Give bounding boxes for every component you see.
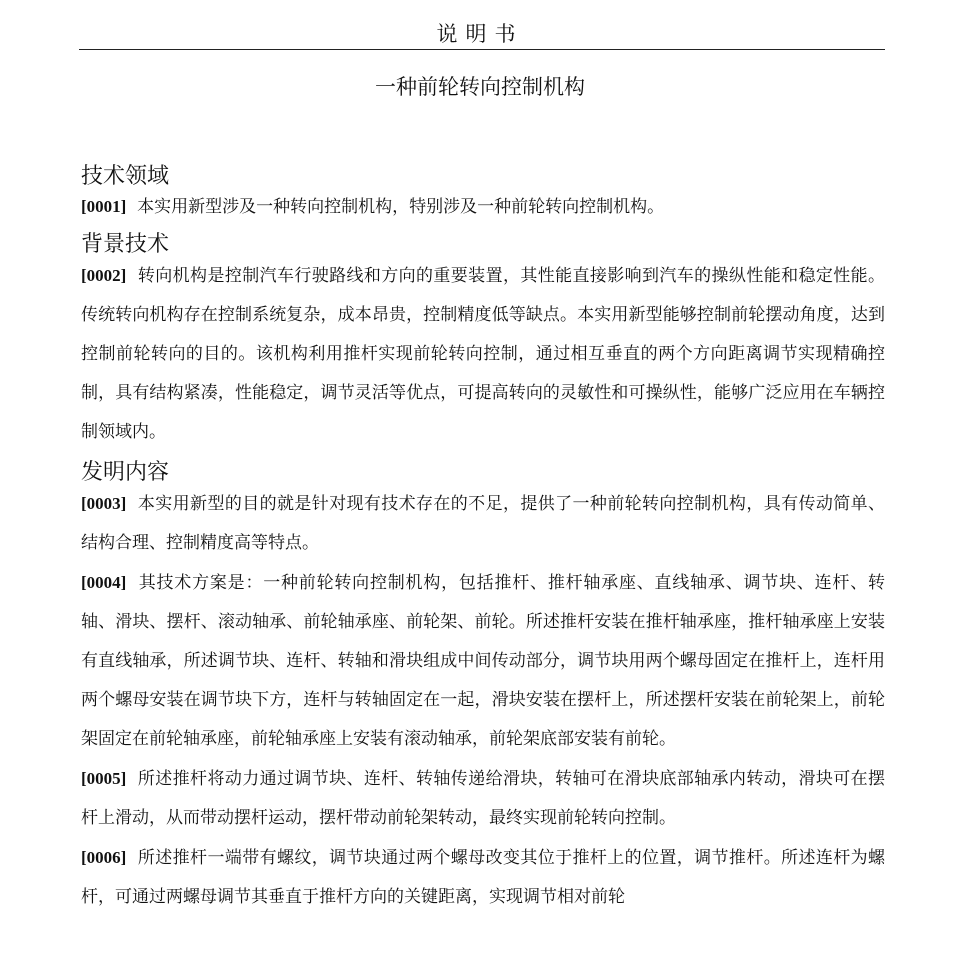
paragraph-number: [0004] <box>81 573 127 592</box>
paragraph-number: [0003] <box>81 494 127 513</box>
paragraph-text: 所述推杆一端带有螺纹，调节块通过两个螺母改变其位于推杆上的位置，调节推杆。所述连杆为螺杆，可通过两螺母调节其垂直于推杆方向的关键距离，实现调节相对前轮 <box>81 848 885 907</box>
paragraph-0004 <box>81 563 885 759</box>
paragraph-number: [0002] <box>81 266 127 285</box>
section-heading-background: 背景技术 <box>81 232 170 257</box>
document-body <box>81 162 885 917</box>
paragraph-number: [0001] <box>81 197 127 216</box>
paragraph-text: 其技术方案是：一种前轮转向控制机构，包括推杆、推杆轴承座、直线轴承、调节块、连杆、转轴、滑块、摆杆、滚动轴承、前轮轴承座、前轮架、前轮。所述推杆安装在推杆轴承座，推杆轴承座上安装有直线轴承，所述调节块、连杆、转轴和滑块组成中间传动部分，调节块用两个螺母固定在推杆上，连杆用两个螺母安装在调节块下方，连杆与转轴固定在一起，滑块安装在摆杆上，所述摆杆安装在前轮架上，前轮架固定在前轮轴承座，前轮轴承座上安装有滚动轴承，前轮架底部安装有前轮。 <box>81 573 886 749</box>
document-title: 一种前轮转向控制机构 <box>375 75 585 99</box>
header-divider <box>79 49 885 50</box>
paragraph-0001 <box>81 192 885 222</box>
section-heading-technical-field: 技术领域 <box>81 164 170 189</box>
paragraph-0002 <box>81 256 885 452</box>
section-heading-summary: 发明内容 <box>81 460 170 485</box>
paragraph-text: 本实用新型涉及一种转向控制机构，特别涉及一种前轮转向控制机构。 <box>137 197 665 217</box>
paragraph-0005 <box>81 759 885 838</box>
paragraph-number: [0005] <box>81 769 127 788</box>
page-header-title: 说明书 <box>436 22 524 46</box>
paragraph-text: 转向机构是控制汽车行驶路线和方向的重要装置，其性能直接影响到汽车的操纵性能和稳定性能。传统转向机构存在控制系统复杂，成本昂贵，控制精度低等缺点。本实用新型能够控制前轮摆动角度，达到控制前轮转向的目的。该机构利用推杆实现前轮转向控制，通过相互垂直的两个方向距离调节实现精确控制，具有结构紧凑，性能稳定，调节灵活等优点，可提高转向的灵敏性和可操纵性，能够广泛应用在车辆控制领域内。 <box>81 266 885 442</box>
paragraph-0003 <box>81 484 885 563</box>
paragraph-number: [0006] <box>81 848 127 867</box>
paragraph-text: 所述推杆将动力通过调节块、连杆、转轴传递给滑块，转轴可在滑块底部轴承内转动，滑块可在摆杆上滑动，从而带动摆杆运动，摆杆带动前轮架转动，最终实现前轮转向控制。 <box>81 769 885 828</box>
paragraph-text: 本实用新型的目的就是针对现有技术存在的不足，提供了一种前轮转向控制机构，具有传动简单、结构合理、控制精度高等特点。 <box>81 494 885 553</box>
paragraph-0006 <box>81 838 885 917</box>
